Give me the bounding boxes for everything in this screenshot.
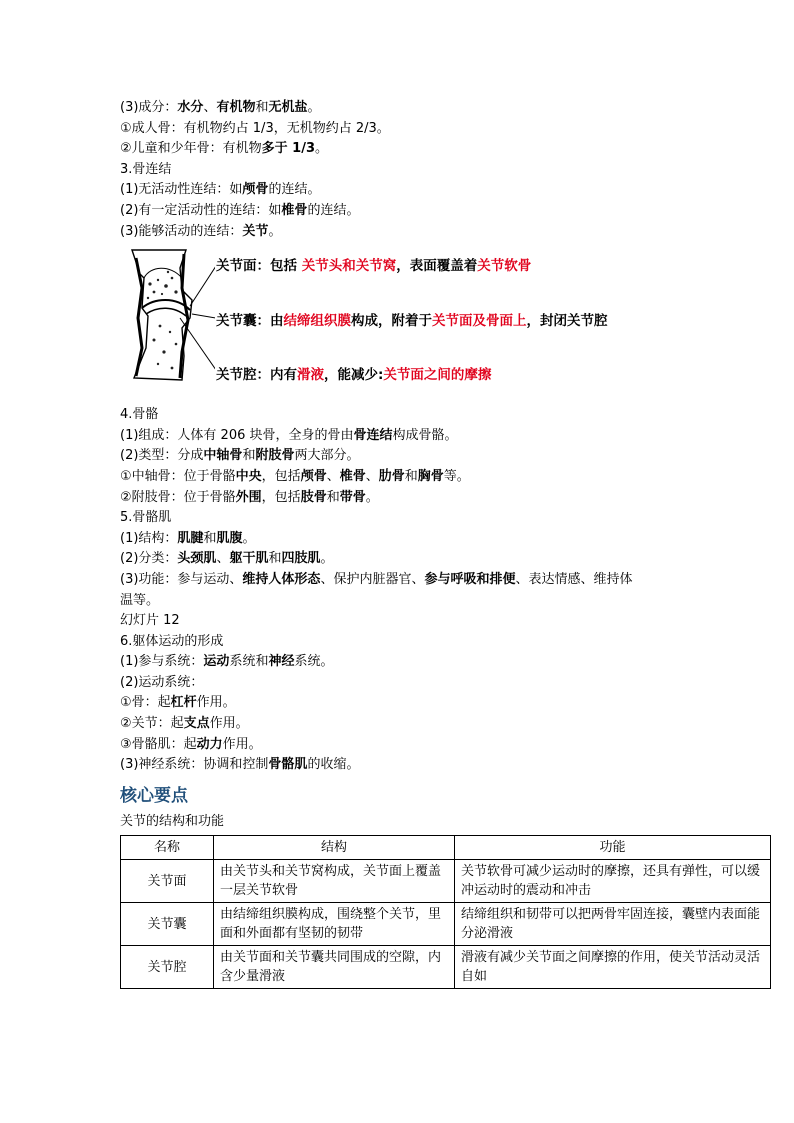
- cell-structure: 由结缔组织膜构成，围绕整个关节，里面和外面都有坚韧的韧带: [214, 903, 455, 946]
- table-row: [121, 860, 771, 903]
- cell-function: 滑液有减少关节面之间摩擦的作用，使关节活动灵活自如: [455, 946, 771, 989]
- table-caption: 关节的结构和功能: [120, 814, 225, 830]
- motion-item-4: ②关节：起支点作用。: [120, 716, 249, 732]
- bone-joint-item-2: (2)有一定活动性的连结：如椎骨的连结。: [120, 202, 360, 218]
- muscle-item-3-cont: 温等。: [120, 592, 160, 608]
- cell-name: 关节面: [121, 860, 214, 903]
- motion-item-1: (1)参与系统：运动系统和神经系统。: [120, 654, 334, 670]
- key-points-heading: 核心要点: [120, 785, 188, 806]
- joint-diagram: [120, 248, 680, 403]
- motion-item-5: ③骨骼肌：起动力作用。: [120, 736, 262, 752]
- header-structure: 结构: [214, 836, 455, 860]
- skeleton-item-1: (1)组成：人体有 206 块骨，全身的骨由骨连结构成骨骼。: [120, 427, 458, 443]
- motion-title: 6.躯体运动的形成: [120, 633, 224, 649]
- joint-cavity-label: 关节腔：内有滑液，能减少:关节面之间的摩擦: [216, 367, 492, 384]
- header-name: 名称: [121, 836, 214, 860]
- table-row: [121, 903, 771, 946]
- child-bone-line: ②儿童和少年骨：有机物多于 1/3。: [120, 141, 329, 157]
- muscle-item-1: (1)结构：肌腱和肌腹。: [120, 530, 256, 546]
- cell-function: 关节软骨可减少运动时的摩擦，还具有弹性，可以缓冲运动时的震动和冲击: [455, 860, 771, 903]
- muscle-item-3: (3)功能：参与运动、维持人体形态、保护内脏器官、参与呼吸和排便、表达情感、维持体: [120, 571, 633, 587]
- cell-name: 关节囊: [121, 903, 214, 946]
- cell-structure: 由关节面和关节囊共同围成的空隙，内含少量滑液: [214, 946, 455, 989]
- joint-illustration: [120, 248, 215, 383]
- joint-structure-table: [120, 835, 771, 989]
- muscle-title: 5.骨骼肌: [120, 510, 172, 526]
- cell-name: 关节腔: [121, 946, 214, 989]
- header-function: 功能: [455, 836, 771, 860]
- articular-surface-label: 关节面：包括 关节头和关节窝，表面覆盖着关节软骨: [216, 258, 532, 275]
- motion-item-3: ①骨：起杠杆作用。: [120, 695, 236, 711]
- skeleton-item-2: (2)类型：分成中轴骨和附肢骨两大部分。: [120, 448, 360, 464]
- cell-function: 结缔组织和韧带可以把两骨牢固连接，囊壁内表面能分泌滑液: [455, 903, 771, 946]
- document-body: [120, 98, 761, 989]
- adult-bone-line: ①成人骨：有机物约占 1/3，无机物约占 2/3。: [120, 120, 390, 136]
- cell-structure: 由关节头和关节窝构成，关节面上覆盖一层关节软骨: [214, 860, 455, 903]
- muscle-item-2: (2)分类：头颈肌、躯干肌和四肢肌。: [120, 551, 334, 567]
- motion-item-2: (2)运动系统：: [120, 674, 204, 690]
- skeleton-item-4: ②附肢骨：位于骨骼外围，包括肢骨和带骨。: [120, 489, 379, 505]
- table-row: [121, 946, 771, 989]
- skeleton-title: 4.骨骼: [120, 407, 159, 423]
- bone-joint-item-1: (1)无活动性连结：如颅骨的连结。: [120, 182, 321, 198]
- skeleton-item-3: ①中轴骨：位于骨骼中央，包括颅骨、椎骨、肋骨和胸骨等。: [120, 468, 470, 484]
- bone-joint-title: 3.骨连结: [120, 161, 172, 177]
- slide-label: 幻灯片 12: [120, 613, 180, 629]
- motion-item-6: (3)神经系统：协调和控制骨骼肌的收缩。: [120, 757, 360, 773]
- table-header-row: [121, 836, 771, 860]
- joint-capsule-label: 关节囊：由结缔组织膜构成，附着于关节面及骨面上，封闭关节腔: [216, 313, 608, 330]
- composition-line: (3)成分：水分、有机物和无机盐。: [120, 100, 321, 115]
- bone-joint-item-3: (3)能够活动的连结：关节。: [120, 223, 282, 239]
